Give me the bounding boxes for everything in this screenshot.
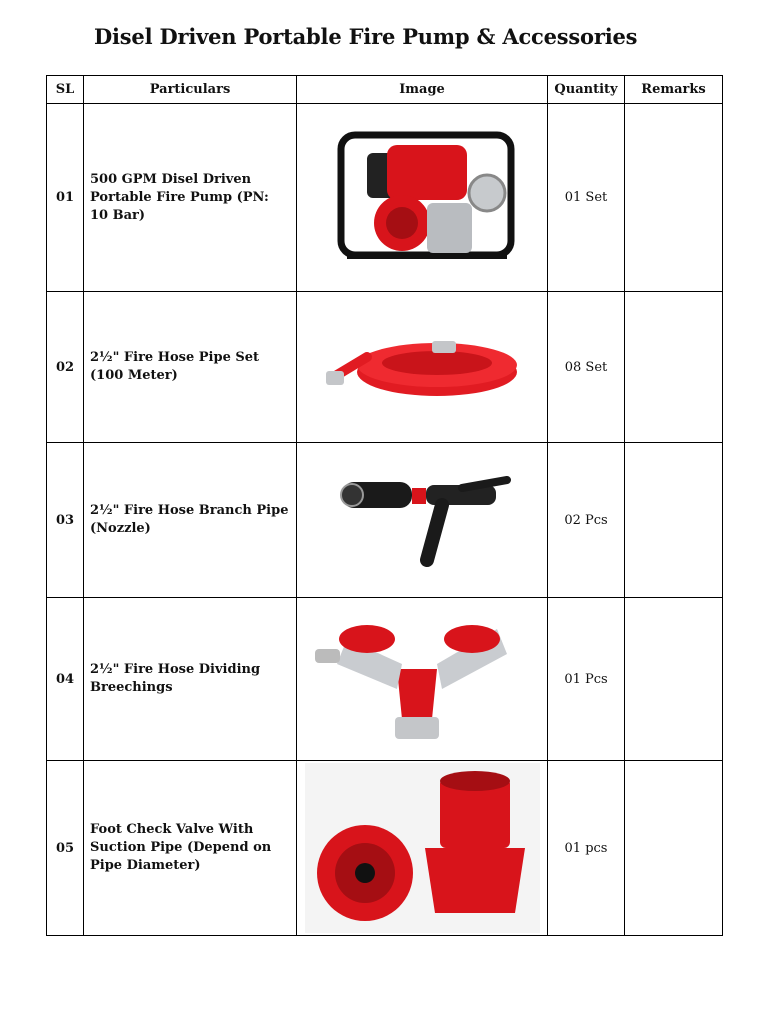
fire-pump-image	[297, 104, 548, 292]
nozzle-image	[297, 443, 548, 598]
row-quantity: 01 pcs	[548, 761, 625, 936]
breeching-image	[297, 598, 548, 761]
row-particulars: 2½" Fire Hose Pipe Set (100 Meter)	[84, 292, 297, 443]
table-row	[47, 443, 723, 598]
row-remarks	[625, 598, 723, 761]
header-row	[47, 76, 723, 104]
row-quantity: 02 Pcs	[548, 443, 625, 598]
row-particulars: 2½" Fire Hose Branch Pipe (Nozzle)	[84, 443, 297, 598]
row-sl: 01	[47, 104, 84, 292]
row-remarks	[625, 443, 723, 598]
row-particulars: Foot Check Valve With Suction Pipe (Depend on Pipe Diameter)	[84, 761, 297, 936]
table-row	[47, 292, 723, 443]
table-row	[47, 761, 723, 936]
table-row	[47, 104, 723, 292]
header-particulars: Particulars	[84, 76, 297, 104]
header-quantity: Quantity	[548, 76, 625, 104]
row-sl: 04	[47, 598, 84, 761]
row-sl: 05	[47, 761, 84, 936]
row-remarks	[625, 761, 723, 936]
row-particulars: 2½" Fire Hose Dividing Breechings	[84, 598, 297, 761]
row-quantity: 01 Set	[548, 104, 625, 292]
table-row	[47, 598, 723, 761]
fire-hose-image	[297, 292, 548, 443]
items-table	[46, 75, 723, 936]
row-quantity: 08 Set	[548, 292, 625, 443]
header-sl: SL	[47, 76, 84, 104]
row-remarks	[625, 104, 723, 292]
row-quantity: 01 Pcs	[548, 598, 625, 761]
header-remarks: Remarks	[625, 76, 723, 104]
foot-valve-image	[297, 761, 548, 936]
header-image: Image	[297, 76, 548, 104]
page-title: Disel Driven Portable Fire Pump & Accessories	[94, 24, 638, 49]
row-sl: 02	[47, 292, 84, 443]
row-particulars: 500 GPM Disel Driven Portable Fire Pump (PN: 10 Bar)	[84, 104, 297, 292]
row-remarks	[625, 292, 723, 443]
row-sl: 03	[47, 443, 84, 598]
